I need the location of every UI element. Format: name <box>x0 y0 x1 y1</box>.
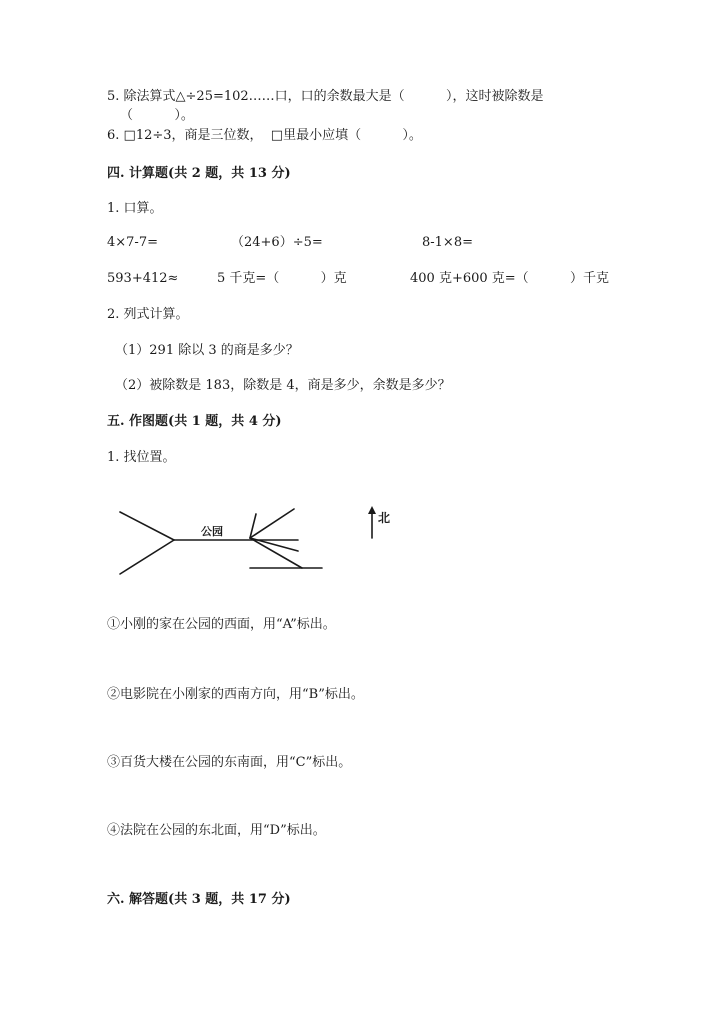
map-task-b: ②电影院在小刚家的西南方向，用“B”标出。 <box>107 687 364 702</box>
road-east-lower <box>250 538 302 568</box>
question-5-line-1: 5. 除法算式△÷25=102……口，口的余数最大是（ ），这时被除数是 <box>107 89 544 104</box>
section-6-heading: 六. 解答题(共 3 题，共 17 分) <box>107 892 291 907</box>
mental-math-problem: 5 千克=（ ）克 <box>217 271 347 286</box>
section-5-item-1-label: 1. 找位置。 <box>107 450 176 465</box>
mental-math-problem: 4×7-7= <box>107 235 158 250</box>
question-6: 6. □12÷3，商是三位数， □里最小应填（ ）。 <box>107 128 422 143</box>
mental-math-problem: 593+412≈ <box>107 271 179 286</box>
map-task-d: ④法院在公园的东北面，用“D”标出。 <box>107 823 326 838</box>
road-east-upper <box>250 509 294 538</box>
road-west-lower <box>120 540 174 574</box>
park-label: 公园 <box>201 525 223 538</box>
mental-math-problem: 400 克+600 克=（ ）千克 <box>410 271 609 286</box>
question-5-line-2: （ ）。 <box>120 108 194 123</box>
north-label: 北 <box>378 511 391 525</box>
section-4-heading: 四. 计算题(共 2 题，共 13 分) <box>107 166 291 181</box>
mental-math-problem: 8-1×8= <box>422 235 473 250</box>
map-lines <box>110 498 420 578</box>
written-calc-question-2: （2）被除数是 183，除数是 4，商是多少，余数是多少？ <box>115 378 451 393</box>
section-4-item-1-label: 1. 口算。 <box>107 201 163 216</box>
north-arrow-icon <box>368 506 376 514</box>
written-calc-question-1: （1）291 除以 3 的商是多少？ <box>115 343 299 358</box>
map-task-a: ①小刚的家在公园的西面，用“A”标出。 <box>107 617 336 632</box>
park-map-diagram <box>110 498 420 578</box>
road-west-upper <box>120 512 174 540</box>
section-4-item-2-label: 2. 列式计算。 <box>107 307 189 322</box>
map-task-c: ③百货大楼在公园的东南面，用“C”标出。 <box>107 755 352 770</box>
section-5-heading: 五. 作图题(共 1 题，共 4 分) <box>107 414 282 429</box>
mental-math-problem: （24+6）÷5= <box>231 235 323 250</box>
